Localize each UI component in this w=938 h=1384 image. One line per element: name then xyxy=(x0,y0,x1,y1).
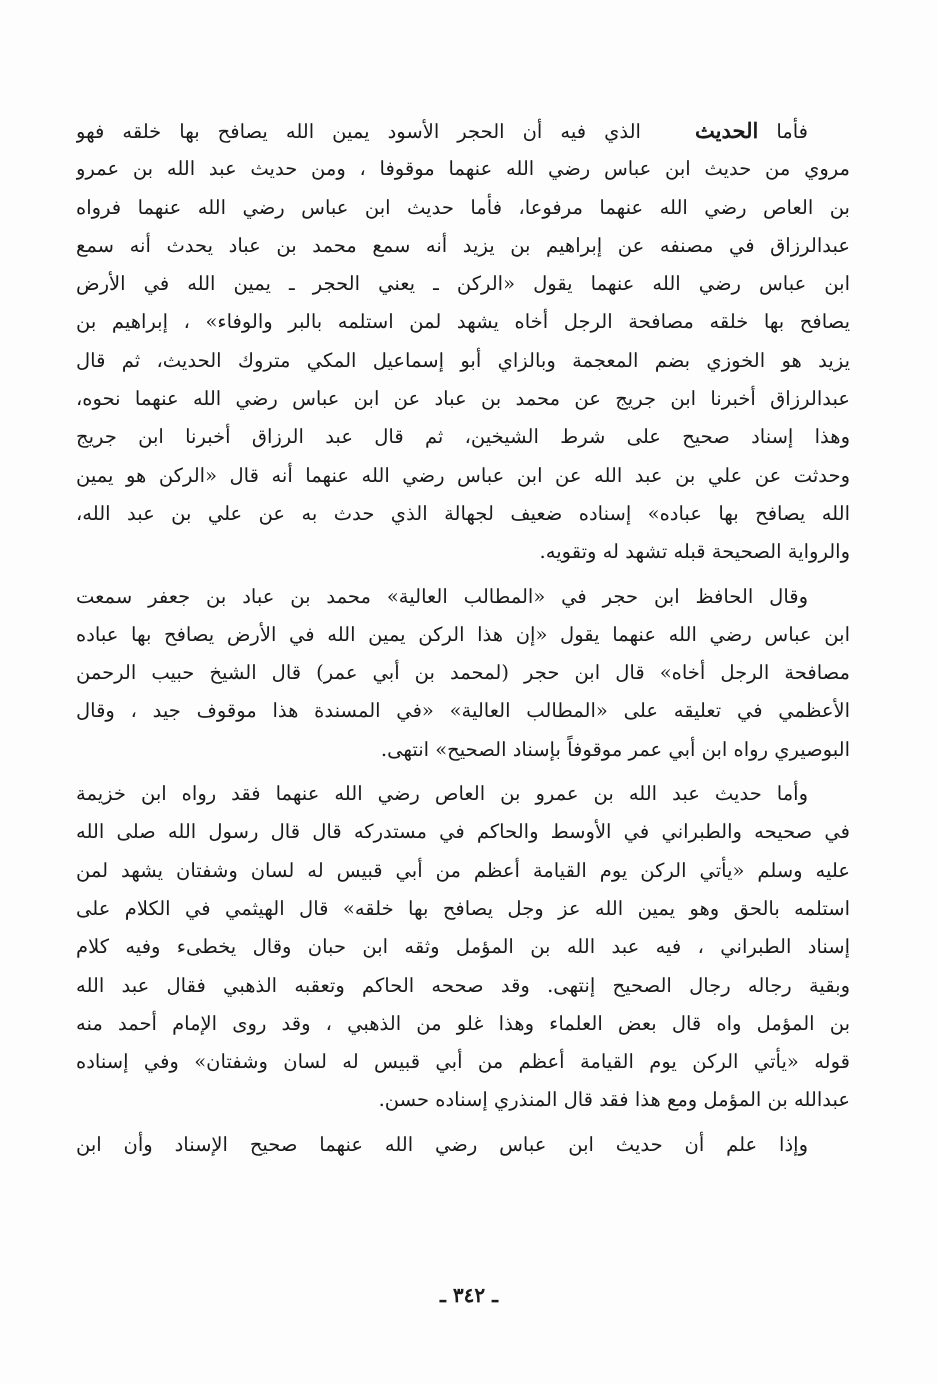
body-text xyxy=(76,112,850,1164)
text-line: البوصيري رواه ابن أبي عمر موقوفاً بإسناد الصحيح» انتهى. xyxy=(380,737,850,761)
text-line: قوله «يأتي الركن يوم القيامة أعظم من أبي قبيس له لسان وشفتان» وفي إسناده xyxy=(76,1050,850,1074)
text-line: الأعظمي في تعليقه على «المطالب العالية» «في المسندة هذا موقوف جيد ، وقال xyxy=(76,699,850,723)
text-line: الله يصافح بها عباده» إسناده ضعيف لجهالة الذي حدث به عن علي بن عبد الله، xyxy=(76,501,850,525)
text-line: ابن عباس رضي الله عنهما يقول «الركن ـ يعني الحجر ـ يمين الله في الأرض xyxy=(76,272,850,296)
text-line: وإذا علم أن حديث ابن عباس رضي الله عنهما صحيح الإسناد وأن ابن xyxy=(76,1132,808,1156)
text-line: وهذا إسناد صحيح على شرط الشيخين، ثم قال عبد الرزاق أخبرنا ابن جريج xyxy=(76,425,850,449)
text-line: عبدالرزاق أخبرنا ابن جريج عن محمد بن عباد عن ابن عباس رضي الله عنهما نحوه، xyxy=(76,387,850,411)
text-line: وقال الحافظ ابن حجر في «المطالب العالية» محمد بن عباد بن جعفر سمعت xyxy=(76,584,808,608)
line-prefix: فأما xyxy=(776,120,808,143)
text-line: والرواية الصحيحة قبله تشهد له وتقويه. xyxy=(539,540,850,564)
text-line: في صحيحه والطبراني في الأوسط والحاكم في مستدركه قال قال رسول الله صلى الله xyxy=(76,820,850,844)
page-number: ـ ٣٤٢ ـ xyxy=(440,1283,498,1307)
text-line: عليه وسلم «يأتي الركن يوم القيامة أعظم من أبي قبيس له لسان وشفتان يشهد لمن xyxy=(76,858,850,882)
line-text: الذي فيه أن الحجر الأسود يمين الله يصافح بها خلقه فهو xyxy=(76,120,641,143)
text-line: وبقية رجاله رجال الصحيح إنتهى. وقد صححه الحاكم وتعقبه الذهبي فقال عبد الله xyxy=(76,973,850,997)
text-line: مصافحة الرجل أخاه» قال ابن حجر (لمحمد بن أبي عمر) قال الشيخ حبيب الرحمن xyxy=(76,661,850,685)
text-line: وحدثت عن علي بن عبد الله عن ابن عباس رضي الله عنهما أنه قال «الركن هو يمين xyxy=(76,463,850,487)
keyword-hadith: الحديث xyxy=(695,118,759,143)
text-line: بن المؤمل واه قال بعض العلماء وهذا غلو من الذهبي ، وقد روى الإمام أحمد منه xyxy=(76,1011,850,1035)
text-line: يصافح بها خلقه مصافحة الرجل أخاه يشهد لمن استلمه بالبر والوفاء» ، إبراهيم بن xyxy=(76,310,850,334)
text-line: عبدالله بن المؤمل ومع هذا فقد قال المنذري إسناده حسن. xyxy=(378,1088,850,1112)
text-line: عبدالرزاق في مصنفه عن إبراهيم بن يزيد أنه سمع محمد بن عباد يحدث أنه سمع xyxy=(76,233,850,257)
text-line: استلمه بالحق وهو يمين الله عز وجل يصافح بها خلقه» قال الهيثمي في الكلام على xyxy=(76,896,850,920)
text-line: وأما حديث عبد الله بن عمرو بن العاص رضي الله عنهما فقد رواه ابن خزيمة xyxy=(76,782,808,806)
text-line: ابن عباس رضي الله عنهما يقول «إن هذا الركن يمين الله في الأرض يصافح بها عباده xyxy=(76,622,850,646)
text-line: يزيد هو الخوزي بضم المعجمة وبالزاي أبو إسماعيل المكي متروك الحديث، ثم قال xyxy=(76,348,850,372)
text-line: إسناد الطبراني ، فيه عبد الله بن المؤمل وثقه ابن حبان وقال يخطىء وفيه كلام xyxy=(76,935,850,959)
text-line: مروي من حديث ابن عباس رضي الله عنهما موقوفا ، ومن حديث عبد الله بن عمرو xyxy=(76,157,850,181)
text-line: بن العاص رضي الله عنهما مرفوعا، فأما حديث ابن عباس رضي الله عنهما فرواه xyxy=(76,195,850,219)
text-line xyxy=(76,112,850,150)
